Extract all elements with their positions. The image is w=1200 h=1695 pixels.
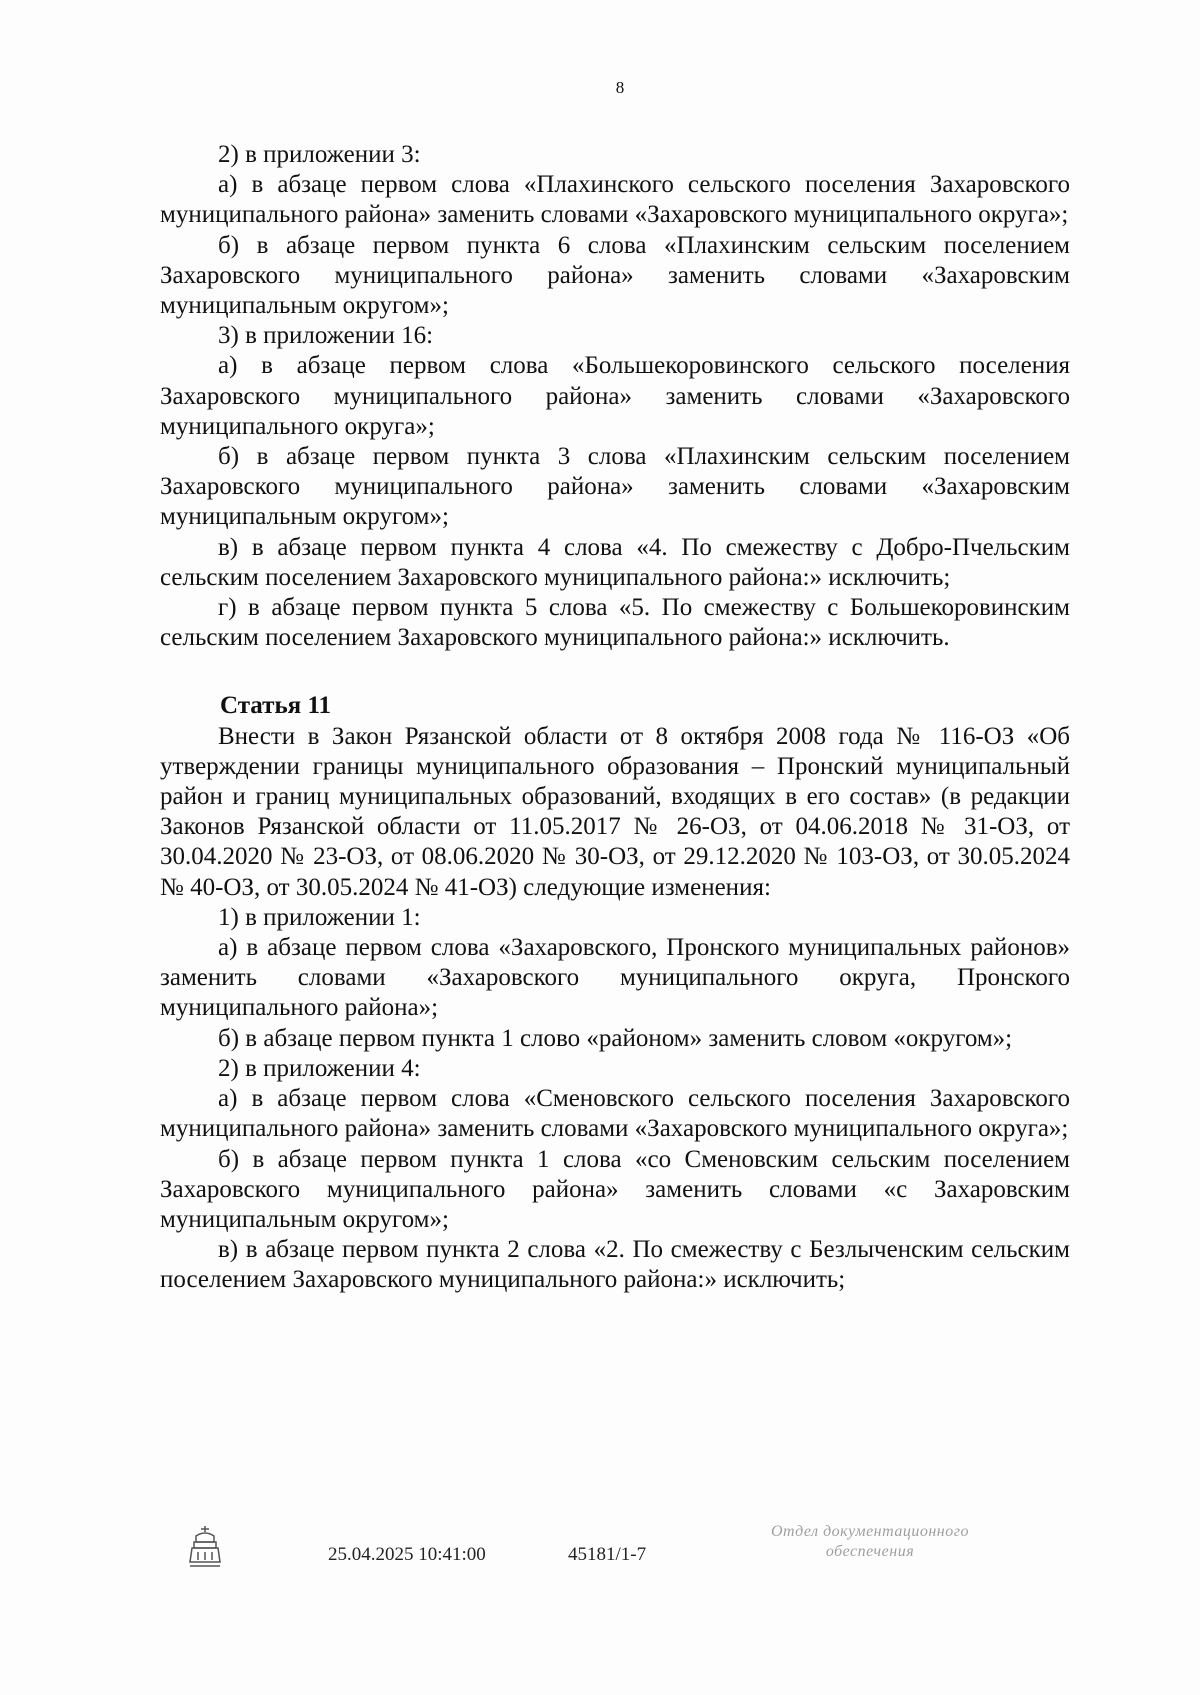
paragraph: а) в абзаце первом слова «Большекоровинского сельского поселения Захаровского муниципального района» заменить словами «Захаровского муниципального округа»;: [160, 352, 1070, 440]
department-stamp: [720, 1522, 1020, 1562]
paragraph: Внести в Закон Рязанской области от 8 октября 2008 года № 116-ОЗ «Об утверждении границы муниципального образования – Пронский муниципальный район и границ муниципальных образований, входящих в его состав» (в редакции Законов Рязанской области от 11.05.2017 № 26-ОЗ, от 04.06.2018 № 31-ОЗ, от 30.04.2020 № 23-ОЗ, от 08.06.2020 № 30-ОЗ, от 29.12.2020 № 103-ОЗ, от 30.05.2024 № 40-ОЗ, от 30.05.2024 № 41-ОЗ) следующие изменения:: [160, 722, 1070, 901]
article-heading: Статья 11: [220, 692, 332, 720]
paragraph: 2) в приложении 3:: [218, 141, 421, 168]
paragraph: а) в абзаце первом слова «Захаровского, Пронского муниципальных районов» заменить словами «Захаровского муниципального округа, Пронского муниципального района»;: [160, 934, 1070, 1022]
footer-datetime: 25.04.2025 10:41:00: [328, 1544, 486, 1565]
paragraph: в) в абзаце первом пункта 2 слова «2. По смежеству с Безлыченским сельским поселением Захаровского муниципального района:» исключить;: [160, 1236, 1070, 1294]
paragraph: 3) в приложении 16:: [218, 322, 434, 350]
paragraph: б) в абзаце первом пункта 1 слово «районом» заменить словом «округом»;: [218, 1024, 1013, 1052]
page-footer: [0, 1522, 1200, 1582]
paragraph: а) в абзаце первом слова «Сменовского сельского поселения Захаровского муниципального района» заменить словами «Захаровского муниципального округа»;: [160, 1085, 1070, 1143]
paragraph: б) в абзаце первом пункта 3 слова «Плахинским сельским поселением Захаровского муниципального района» заменить словами «Захаровским муниципальным округом»;: [160, 443, 1070, 531]
paragraph: б) в абзаце первом пункта 6 слова «Плахинским сельским поселением Захаровского муниципального района» заменить словами «Захаровским муниципальным округом»;: [160, 231, 1070, 320]
stamp-line: Отдел документационного: [771, 1523, 969, 1540]
paragraph: в) в абзаце первом пункта 4 слова «4. По смежеству с Добро-Пчельским сельским поселением Захаровского муниципального района:» исключить;: [160, 533, 1070, 591]
footer-doc-number: 45181/1-7: [568, 1544, 647, 1565]
stamp-line: обеспечения: [825, 1543, 915, 1560]
paragraph: г) в абзаце первом пункта 5 слова «5. По смежеству с Большекоровинским сельским поселением Захаровского муниципального района:» исключить.: [160, 594, 1070, 652]
paragraph: 1) в приложении 1:: [218, 903, 421, 931]
spacer: [160, 653, 1070, 691]
page-number: 8: [615, 78, 625, 97]
coat-of-arms-icon: [180, 1522, 230, 1572]
document-body: [160, 140, 1070, 1296]
paragraph: б) в абзаце первом пункта 1 слова «со Сменовским сельским поселением Захаровского муниципального района» заменить словами «с Захаровским муниципальным округом»;: [160, 1145, 1070, 1233]
paragraph: 2) в приложении 4:: [218, 1054, 421, 1082]
paragraph: а) в абзаце первом слова «Плахинского сельского поселения Захаровского муниципального района» заменить словами «Захаровского муниципального округа»;: [160, 171, 1070, 229]
